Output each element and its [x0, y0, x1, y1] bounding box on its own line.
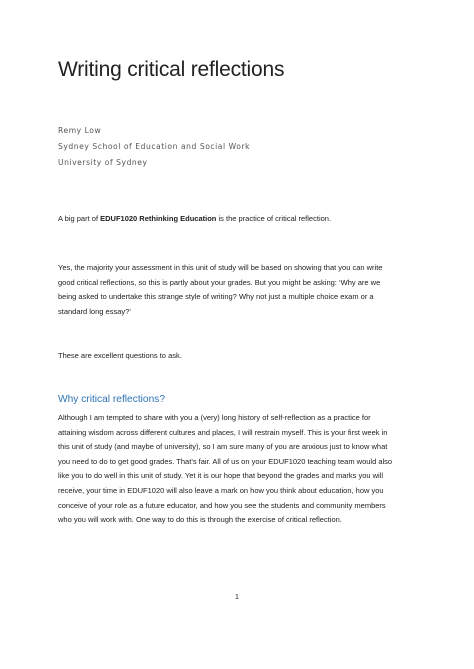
- paragraph-line: good critical reflections, so this is partly about your grades. But you might be asking: ‘Why are we: [58, 277, 381, 287]
- page-number: 1: [234, 592, 240, 601]
- intro-suffix: is the practice of critical reflection.: [216, 214, 332, 223]
- author-name: Remy Low: [58, 126, 102, 135]
- author-block: [58, 123, 250, 171]
- intro-paragraph: [58, 212, 418, 227]
- course-name: EDUF1020 Rethinking Education: [100, 214, 217, 223]
- paragraph-line: you need to do to get good grades. That’s fair. All of us on your EDUF1020 teaching team would also: [58, 456, 393, 466]
- questions-paragraph: These are excellent questions to ask.: [58, 351, 182, 360]
- paragraph-line: conceive of your role as a future educator, and how you see the students and community members: [58, 500, 386, 510]
- paragraph-line: standard long essay?’: [58, 306, 131, 316]
- reflection-paragraph: [58, 411, 418, 528]
- paragraph-line: this unit of study (and maybe of university), so I am sure many of you are anxious just to know what: [58, 442, 388, 452]
- intro-prefix: A big part of: [58, 214, 101, 223]
- paragraph-line: being asked to undertake this strange style of writing? Why not just a multiple choice exam or a: [58, 292, 374, 302]
- paragraph-line: attaining wisdom across different cultures and places, I will restrain myself. This is your first week in: [58, 427, 388, 437]
- assessment-paragraph: [58, 261, 418, 319]
- paragraph-line: Although I am tempted to share with you a (very) long history of self-reflection as a practice for: [58, 413, 371, 422]
- document-title: Writing critical reflections: [58, 58, 285, 81]
- university-name: University of Sydney: [58, 158, 148, 167]
- paragraph-line: receive, your time in EDUF1020 will also leave a mark on how you think about education, how you: [58, 485, 384, 495]
- paragraph-line: Yes, the majority your assessment in this unit of study will be based on showing that you can write: [58, 263, 383, 272]
- section-heading: Why critical reflections?: [58, 394, 165, 405]
- paragraph-line: like you to do well in this unit of study. Yet it is our hope that beyond the grades and marks you will: [58, 471, 384, 481]
- school-name: Sydney School of Education and Social Work: [58, 142, 251, 151]
- paragraph-line: who you will work with. One way to do this is through the exercise of critical reflection.: [58, 515, 342, 525]
